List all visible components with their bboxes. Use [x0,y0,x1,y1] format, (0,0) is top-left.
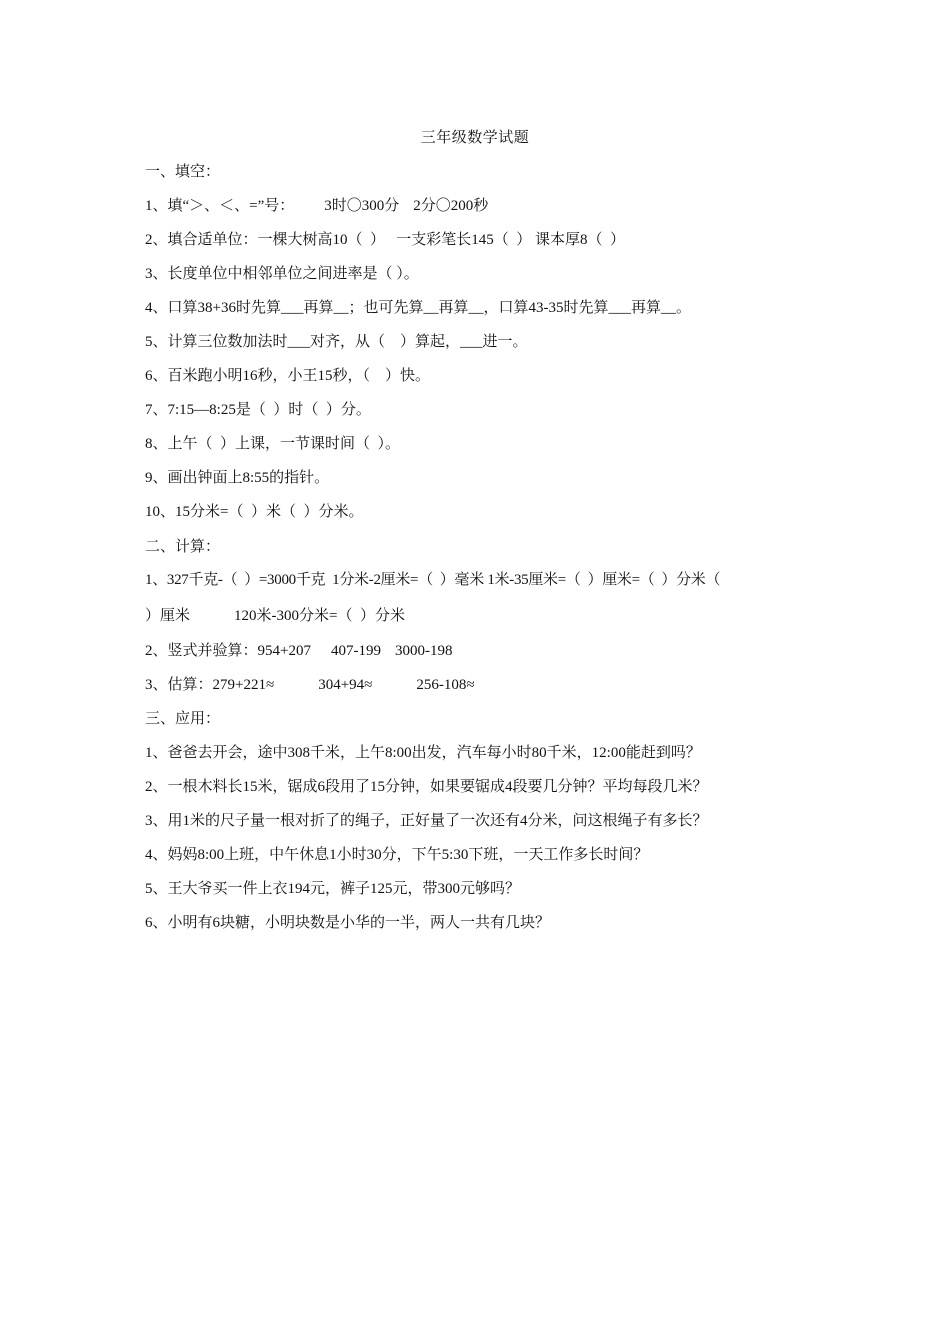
s3-question-1: 1、爸爸去开会，途中308千米，上午8:00出发，汽车每小时80千米，12:00能赶到吗？ [145,745,701,761]
s1-question-1 [145,196,835,216]
s1-question-8: 8、上午（ ）上课，一节课时间（ ）。 [145,436,401,452]
s2-q1-line2-b: 120米-300分米=（ ）分米 [234,608,405,624]
s3-question-4: 4、妈妈8:00上班，中午休息1小时30分，下午5:30下班，一天工作多长时间？ [145,847,649,863]
s1-question-7: 7、7:15—8:25是（ ）时（ ）分。 [145,402,371,418]
s1-q1-item-a: 3时〇300分 [324,198,400,214]
s2-q2-item-b: 407-199 [330,643,381,659]
s1-q1-item-b: 2分〇200秒 [413,198,489,214]
s1-q1-text: 1、填“＞、＜、=”号： [145,198,295,214]
s2-question-1-line-1: 1、327千克-（ ）=3000千克 1分米-2厘米=（ ）毫米 1米-35厘米=（ ）厘米=（ ）分米（ [145,572,721,588]
page-title: 三年级数学试题 [420,130,530,146]
s2-question-2 [145,641,835,661]
s1-question-10: 10、15分米=（ ）米（ ）分米。 [145,504,364,520]
s2-question-3 [145,675,835,695]
s2-q3-item-b: 304+94≈ [318,677,373,693]
section3-heading: 三、应用： [145,711,221,727]
s2-q3-item-c: 256-108≈ [416,677,475,693]
s1-question-6: 6、百米跑小明16秒，小王15秒，（ ）快。 [145,368,431,384]
s3-question-5: 5、王大爷买一件上衣194元，裤子125元，带300元够吗？ [145,881,521,897]
s1-question-5: 5、计算三位数加法时___对齐，从（ ）算起，___进一。 [145,334,528,350]
section2-heading: 二、计算： [145,539,221,555]
s2-q3-label: 3、估算：279+221≈ [145,677,275,693]
s3-question-6: 6、小明有6块糖，小明块数是小华的一半，两人一共有几块？ [145,915,551,931]
section1-heading: 一、填空： [145,164,221,180]
s2-q2-label: 2、竖式并验算：954+207 [145,643,311,659]
s2-question-1-line-2 [145,606,835,626]
s2-q1-line2-a: ）厘米 [145,608,191,624]
s1-question-2: 2、填合适单位：一棵大树高10（ ） 一支彩笔长145（ ） 课本厚8（ ） [145,232,626,248]
s3-question-3: 3、用1米的尺子量一根对折了的绳子，正好量了一次还有4分米，问这根绳子有多长？ [145,813,708,829]
s2-q2-item-c: 3000-198 [394,643,453,659]
s1-question-3: 3、长度单位中相邻单位之间进率是（ ）。 [145,266,419,282]
s1-question-4: 4、口算38+36时先算___再算__；也可先算__再算__，口算43-35时先算___再算__。 [145,300,691,316]
s1-question-9: 9、画出钟面上8:55的指针。 [145,470,330,486]
s3-question-2: 2、一根木料长15米，锯成6段用了15分钟，如果要锯成4段要几分钟？平均每段几米？ [145,779,708,795]
